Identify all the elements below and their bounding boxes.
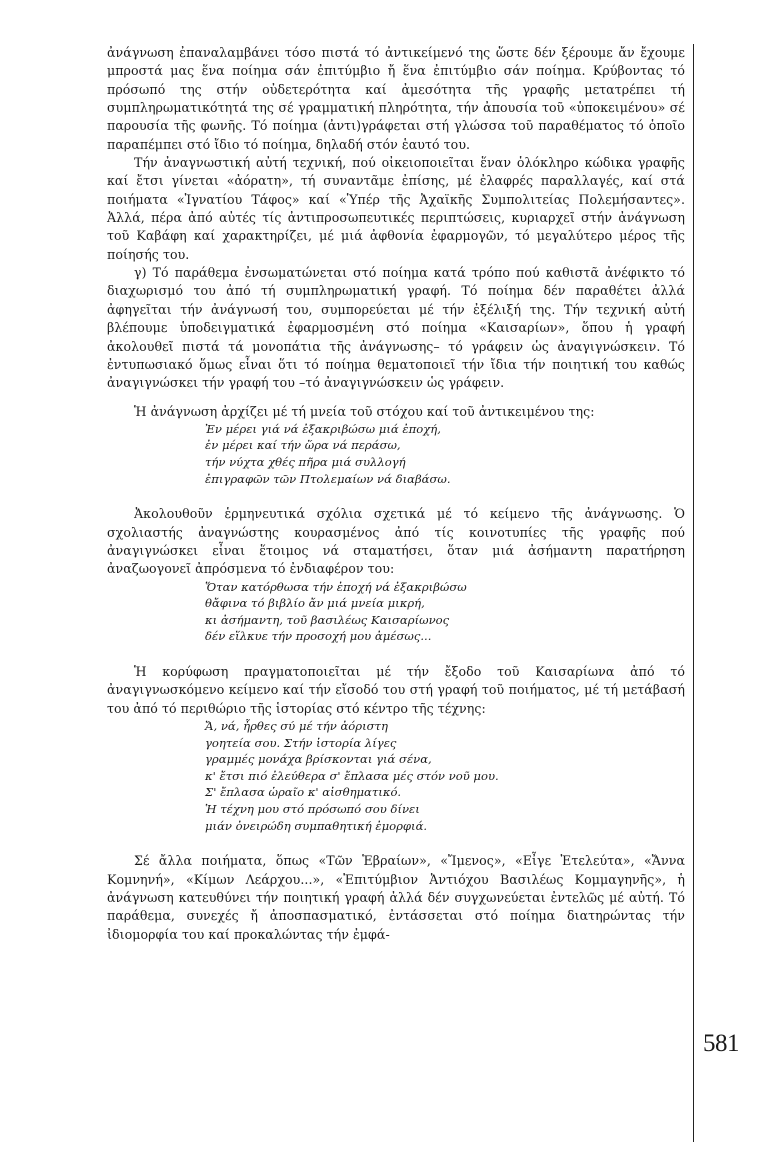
verse-line: τήν νύχτα χθές πῆρα μιά συλλογή — [205, 455, 406, 470]
verse-line: μιάν ὀνειρώδη συμπαθητική ἐμορφιά. — [205, 818, 428, 833]
paragraph-commentary: Ἀκολουθοῦν ἑρμηνευτικά σχόλια σχετικά μέ τό κείμενο τῆς ἀνάγνωσης. Ὁ σχολιαστής ἀναγνώστης κουρασμένος ἀπό τίς κοινοτυπίες τῆς γραφῆς πού ἀναγιγνώσκει εἶναι ἕτοιμος νά σταματήσει, ὅταν μιά ἀσήμαντη παρατήρηση ἀναζωογονεῖ ἀπρόσμενα τό ἐνδιαφέρον του: — [107, 506, 685, 577]
verse-line: κ' ἔτσι πιό ἐλεύθερα σ' ἔπλασα μές στόν νοῦ μου. — [205, 768, 499, 783]
paragraph-other-poems: Σέ ἄλλα ποιήματα, ὅπως «Τῶν Ἑβραίων», «Ἴμενος», «Εἶγε Ἐτελεύτα», «Ἄννα Κομνηνή», «Κίμων Λεάρχου...», «Ἐπιτύμβιον Ἀντιόχου Βασιλέως Κομμαγηνῆς», ἡ ἀνάγνωση κατευθύνει τήν ποιητική γραφή ἀλλά δέν συγχωνεύεται ἐντελῶς μέ αὐτή. Τό παράθεμα, συνεχές ἤ ἀποσπασματικό, ἐντάσσεται στό ποίημα διατηρώντας τήν ἰδιομορφία του καί προκαλώντας τήν ἐμφά- — [107, 853, 685, 942]
verse-line: ἐπιγραφῶν τῶν Πτολεμαίων νά διαβάσω. — [205, 471, 451, 486]
text-column — [107, 44, 685, 944]
verse-line: Ἐν μέρει γιά νά ἐξακριβώσω μιά ἐποχή, — [205, 421, 441, 436]
margin-rule — [693, 44, 694, 1142]
verse-line: θἄφινα τό βιβλίο ἄν μιά μνεία μικρή, — [205, 596, 425, 611]
verse-line: γοητεία σου. Στήν ἱστορία λίγες — [205, 735, 397, 750]
paragraph-technique: Τήν ἀναγνωστική αὐτή τεχνική, πού οἰκειοποιεῖται ἕναν ὁλόκληρο κώδικα γραφῆς καί ἔτσι γίνεται «ἀόρατη», τή συναντᾶμε ἐπίσης, μέ ἐλαφρές παραλλαγές, καί στά ποιήματα «Ἰγνατίου Τάφος» καί «Ὑπέρ τῆς Ἀχαϊκῆς Συμπολιτείας Πολεμήσαντες». Ἀλλά, πέρα ἀπό αὐτές τίς ἀντιπροσωπευτικές περιπτώσεις, κυριαρχεῖ στήν ἀνάγνωση τοῦ Καβάφη καί χαρακτηρίζει, μέ μιά ἀφθονία ἐφαρμογῶν, τό μεγαλύτερο μέρος τῆς ποίησής του. — [107, 155, 685, 262]
verse-line: ἐν μέρει καί τήν ὥρα νά περάσω, — [205, 438, 401, 453]
verse-quotation-1 — [107, 421, 685, 487]
verse-quotation-2 — [107, 579, 685, 645]
paragraph-reading-begins: Ἡ ἀνάγνωση ἀρχίζει μέ τή μνεία τοῦ στόχου καί τοῦ ἀντικειμένου της: — [134, 403, 595, 419]
verse-line: Σ' ἔπλασα ὡραῖο κ' αἰσθηματικό. — [205, 785, 402, 800]
paragraph-point-c: γ) Τό παράθεμα ἐνσωματώνεται στό ποίημα κατά τρόπο πού καθιστᾶ ἀνέφικτο τό διαχωρισμό του ἀπό τή συμπληρωματική γραφή. Τό ποίημα δέν παραθέτει ἀλλά ἀφηγεῖται τήν ἀνάγνωσή του, συμπορεύεται μέ τήν ἐξέλιξή της. Τήν τεχνική αὐτή βλέπουμε ὑποδειγματικά ἐφαρμοσμένη στό ποίημα «Καισαρίων», ὅπου ἡ γραφή ἀκολουθεῖ πιστά τά μονοπάτια τῆς ἀνάγνωσης– τό γράφειν ὡς ἀναγιγνώσκειν. Τό ἐντυπωσιακό ὅμως εἶναι ὅτι τό ποίημα θεματοποιεῖ τήν ἴδια τήν ποιητική του καθώς ἀναγιγνώσκει τήν γραφή του –τό ἀναγιγνώσκειν ὡς γράφειν. — [107, 265, 685, 391]
verse-line: Ἄ, νά, ἦρθες σύ μέ τήν ἀόριστη — [205, 719, 388, 734]
verse-quotation-3 — [107, 718, 685, 834]
verse-line: Ἡ τέχνη μου στό πρόσωπό σου δίνει — [205, 802, 420, 816]
page-number: 581 — [703, 1030, 739, 1057]
verse-line: κι ἀσήμαντη, τοῦ βασιλέως Καισαρίωνος — [205, 612, 450, 627]
verse-line: γραμμές μονάχα βρίσκονται γιά σένα, — [205, 752, 432, 767]
paragraph-climax: Ἡ κορύφωση πραγματοποιεῖται μέ τήν ἔξοδο τοῦ Καισαρίωνα ἀπό τό ἀναγιγνωσκόμενο κείμενο καί τήν εἴσοδό του στή γραφή τοῦ ποιήματος, μέ τή μετάβασή του ἀπό τό περιθώριο τῆς ἱστορίας στό κέντρο τῆς τέχνης: — [107, 664, 685, 716]
verse-line: δέν εἵλκυε τήν προσοχή μου ἀμέσως... — [205, 629, 432, 644]
paragraph-continued: ἀνάγνωση ἐπαναλαμβάνει τόσο πιστά τό ἀντικείμενό της ὥστε δέν ξέρουμε ἄν ἔχουμε μπροστά μας ἕνα ποίημα σάν ἐπιτύμβιο ἤ ἕνα ἐπιτύμβιο σάν ποίημα. Κρύβοντας τό πρόσωπό της στήν οὐδετερότητα καί ἀμεσότητα τῆς γραφῆς μετατρέπει τή συμπληρωματικότητά της σέ γραμματική πληρότητα, τήν ἀπουσία τοῦ «ὑποκειμένου» σέ παρουσία τῆς φωνῆς. Τό ποίημα (ἀντι)γράφεται στή γλώσσα τοῦ παραθέματος τό ὁποῖο παραπέμπει στό ἴδιο τό ποίημα, δηλαδή στόν ἑαυτό του. — [107, 45, 685, 152]
verse-line: Ὅταν κατόρθωσα τήν ἐποχή νά ἐξακριβώσω — [205, 579, 467, 594]
